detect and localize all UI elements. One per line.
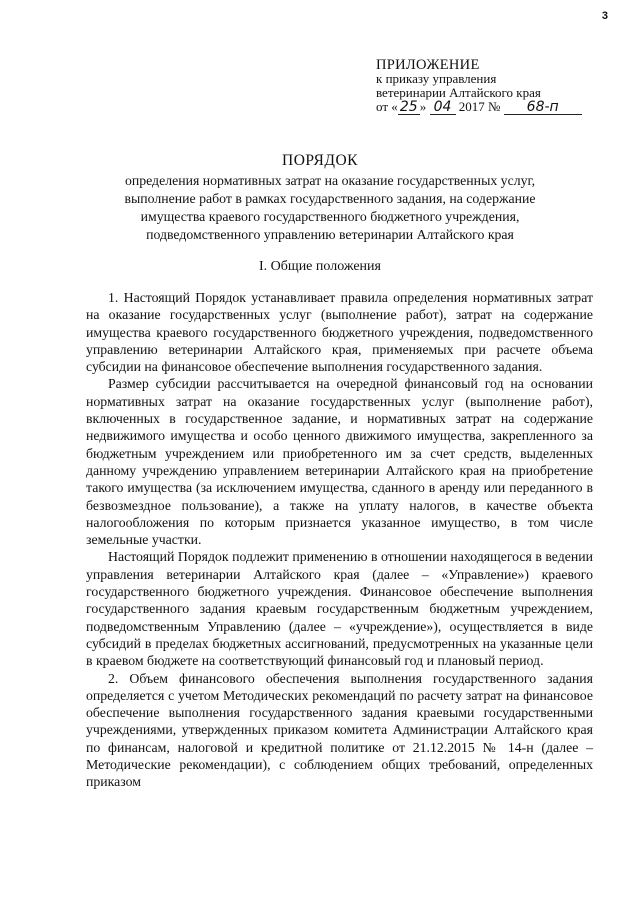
appendix-line-1: к приказу управления [376, 71, 497, 86]
section-heading: I. Общие положения [259, 259, 381, 274]
date-month: 04 [430, 100, 456, 115]
paragraph: Настоящий Порядок подлежит применению в отношении находящегося в ведении управления ветеринарии Алтайского края (далее – «Управление») краевого государственного бюджетного учреждения. Финансовое обеспечение выполнения государственного задания краевым государственным бюджетным учреждением, подведомственным Управлению (далее – «учреждение»), осуществляется в виде субсидий в пределах бюджетных ассигнований, предусмотренных на указанные цели в краевом бюджете на соответствующий финансовый год и плановый период. [86, 549, 593, 669]
page-number: 3 [601, 10, 608, 22]
appendix-line-2: ветеринарии Алтайского края [376, 85, 541, 100]
paragraph: Размер субсидии рассчитывается на очередной финансовый год на основании нормативных затрат на оказание государственных услуг (выполнение работ), включенных в государственное задание, и нормативных затрат на содержание недвижимого имущества и особо ценного движимого имущества, закрепленного за бюджетным учреждением или приобретенного им за счет средств, выделенных данному учреждению управлением ветеринарии Алтайского края на приобретение такого имущества (за исключением имущества, сданного в аренду или переданного в безвозмездное пользование), а также на уплату налогов, в качестве объекта налогообложения по которым признается указанное имущество, в том числе земельные участки. [86, 376, 593, 548]
date-day: 25 [398, 100, 420, 115]
date-prefix: от « [376, 99, 398, 114]
date-year: 2017 № [458, 99, 501, 114]
paragraph: 1. Настоящий Порядок устанавливает правила определения нормативных затрат на оказание государственных услуг (выполнение работ), затрат на содержание имущества краевого государственного бюджетного учреждения, подведомственного управлению ветеринарии Алтайского края, применяемых при расчете объема субсидии на финансовое обеспечение выполнения государственного задания. [86, 290, 593, 375]
document-subtitle: определения нормативных затрат на оказание государственных услуг, выполнение работ в рамках государственного задания, на содержание имущества краевого государственного бюджетного учреждения, подведомственного управлению ветеринарии Алтайского края [124, 173, 536, 242]
date-mid: » [419, 99, 427, 114]
document-title: ПОРЯДОК [282, 152, 358, 169]
document-body [86, 289, 593, 791]
appendix-date-line [376, 100, 616, 115]
order-number: 68-п [504, 100, 582, 115]
appendix-heading: ПРИЛОЖЕНИЕ [376, 57, 480, 73]
paragraph: 2. Объем финансового обеспечения выполнения государственного задания определяется с учетом Методических рекомендаций по расчету затрат на финансовое обеспечение выполнения государственного задания краевыми государственными учреждениями, утвержденных приказом комитета Администрации Алтайского края по финансам, налоговой и кредитной политике от 21.12.2015 № 14-н (далее – Методические рекомендации), с соблюдением общих требований, определенных приказом [86, 670, 593, 790]
appendix-block [376, 58, 616, 115]
